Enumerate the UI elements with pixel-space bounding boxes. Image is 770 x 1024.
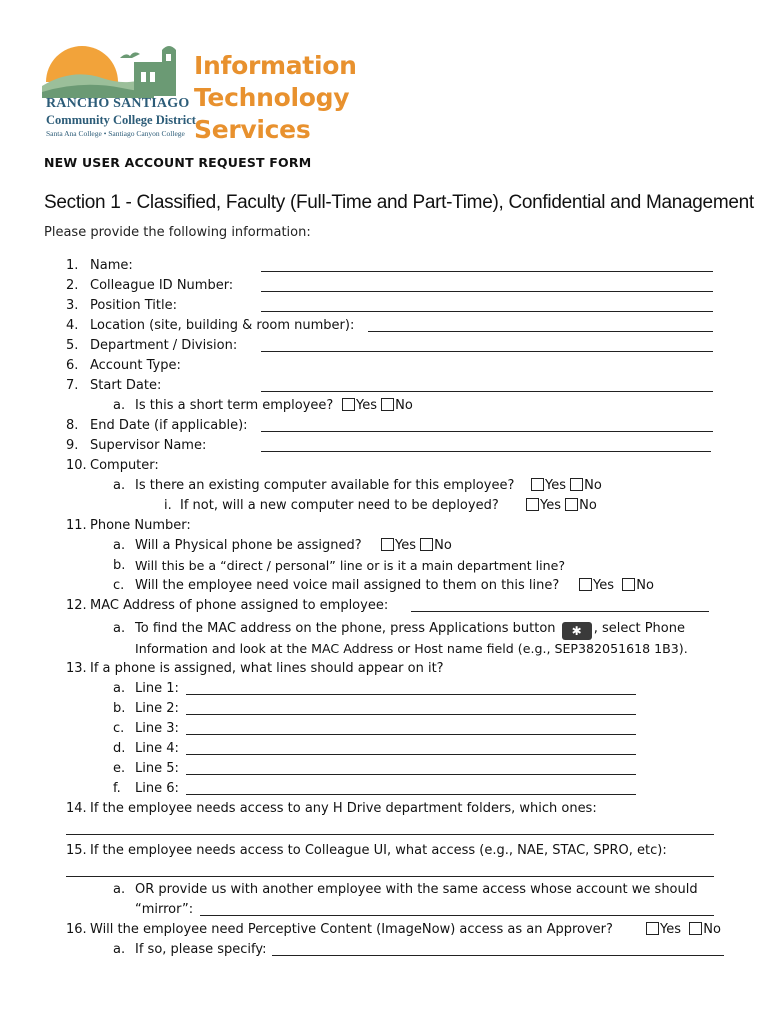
q2-label: Colleague ID Number: bbox=[90, 278, 234, 293]
q13-number: 13. bbox=[66, 661, 87, 676]
its-line-2: Technology bbox=[194, 83, 350, 112]
imagenow-yes-checkbox[interactable] bbox=[646, 922, 659, 935]
q11c-label: Will the employee need voice mail assigned to them on this line? bbox=[135, 578, 560, 593]
q9-label: Supervisor Name: bbox=[90, 438, 207, 453]
q12a-text-before: To find the MAC address on the phone, press Applications button bbox=[135, 621, 556, 636]
line-3-field[interactable] bbox=[186, 734, 636, 735]
q11b-number: b. bbox=[113, 558, 126, 573]
q15a-label: OR provide us with another employee with the same access whose account we should bbox=[135, 882, 698, 897]
colleague-id-field[interactable] bbox=[261, 291, 713, 292]
form-title: NEW USER ACCOUNT REQUEST FORM bbox=[44, 155, 312, 170]
q7a-number: a. bbox=[113, 398, 126, 413]
intro-text: Please provide the following information: bbox=[44, 225, 311, 240]
q12a-text-after: , select Phone bbox=[593, 621, 685, 636]
q7a-label: Is this a short term employee? bbox=[135, 398, 334, 413]
q11a-options bbox=[381, 536, 452, 556]
q1-label: Name: bbox=[90, 258, 133, 273]
q16a-number: a. bbox=[113, 942, 126, 957]
q12a-number: a. bbox=[113, 621, 126, 636]
voicemail-no-checkbox[interactable] bbox=[622, 578, 635, 591]
org-name: RANCHO SANTIAGO bbox=[46, 96, 190, 111]
existing-computer-yes-checkbox[interactable] bbox=[531, 478, 544, 491]
q1-number: 1. bbox=[66, 258, 79, 273]
q5-label: Department / Division: bbox=[90, 338, 238, 353]
q11-number: 11. bbox=[66, 518, 87, 533]
q12a-text bbox=[135, 619, 685, 640]
line-4-number: d. bbox=[113, 741, 126, 756]
yes-label: Yes bbox=[356, 398, 377, 413]
q3-label: Position Title: bbox=[90, 298, 177, 313]
yes-label: Yes bbox=[395, 538, 416, 553]
q2-number: 2. bbox=[66, 278, 79, 293]
q10a-label: Is there an existing computer available for this employee? bbox=[135, 478, 515, 493]
q7-label: Start Date: bbox=[90, 378, 162, 393]
q4-number: 4. bbox=[66, 318, 79, 333]
line-5-label: Line 5: bbox=[135, 761, 179, 776]
its-wordmark bbox=[194, 50, 357, 146]
q11a-number: a. bbox=[113, 538, 126, 553]
q3-number: 3. bbox=[66, 298, 79, 313]
start-date-field[interactable] bbox=[261, 391, 713, 392]
q8-number: 8. bbox=[66, 418, 79, 433]
line-3-label: Line 3: bbox=[135, 721, 179, 736]
q15a-label2: “mirror”: bbox=[135, 902, 194, 917]
q10ai-number: i. bbox=[164, 498, 172, 513]
q15-number: 15. bbox=[66, 843, 87, 858]
yes-label: Yes bbox=[660, 922, 681, 937]
q14-label: If the employee needs access to any H Drive department folders, which ones: bbox=[90, 801, 597, 816]
short-term-no-checkbox[interactable] bbox=[381, 398, 394, 411]
q15a-number: a. bbox=[113, 882, 126, 897]
yes-label: Yes bbox=[545, 478, 566, 493]
line-4-field[interactable] bbox=[186, 754, 636, 755]
q7-number: 7. bbox=[66, 378, 79, 393]
line-1-field[interactable] bbox=[186, 694, 636, 695]
mac-address-field[interactable] bbox=[411, 611, 709, 612]
no-label: No bbox=[584, 478, 602, 493]
q13-label: If a phone is assigned, what lines should appear on it? bbox=[90, 661, 444, 676]
line-6-number: f. bbox=[113, 781, 121, 796]
q5-number: 5. bbox=[66, 338, 79, 353]
its-line-1: Information bbox=[194, 51, 357, 80]
q7a-options bbox=[342, 396, 413, 416]
q11a-label: Will a Physical phone be assigned? bbox=[135, 538, 362, 553]
end-date-field[interactable] bbox=[261, 431, 713, 432]
no-label: No bbox=[579, 498, 597, 513]
q8-label: End Date (if applicable): bbox=[90, 418, 248, 433]
q6-label: Account Type: bbox=[90, 358, 181, 373]
q10ai-options bbox=[526, 496, 597, 516]
q11b-label: Will this be a “direct / personal” line or is it a main department line? bbox=[135, 558, 566, 573]
q12-number: 12. bbox=[66, 598, 87, 613]
line-2-field[interactable] bbox=[186, 714, 636, 715]
voicemail-yes-checkbox[interactable] bbox=[579, 578, 592, 591]
district-logo bbox=[42, 44, 372, 144]
name-field[interactable] bbox=[261, 271, 713, 272]
q10-label: Computer: bbox=[90, 458, 159, 473]
q10-number: 10. bbox=[66, 458, 87, 473]
q6-number: 6. bbox=[66, 358, 79, 373]
location-field[interactable] bbox=[368, 331, 713, 332]
line-1-number: a. bbox=[113, 681, 126, 696]
q11-label: Phone Number: bbox=[90, 518, 191, 533]
new-computer-yes-checkbox[interactable] bbox=[526, 498, 539, 511]
its-line-3: Services bbox=[194, 115, 311, 144]
line-2-number: b. bbox=[113, 701, 126, 716]
short-term-yes-checkbox[interactable] bbox=[342, 398, 355, 411]
q16a-label: If so, please specify: bbox=[135, 942, 267, 957]
q12a-text-line2: Information and look at the MAC Address or Host name field (e.g., SEP382051618 1B3). bbox=[135, 641, 688, 656]
line-1-label: Line 1: bbox=[135, 681, 179, 696]
physical-phone-yes-checkbox[interactable] bbox=[381, 538, 394, 551]
line-2-label: Line 2: bbox=[135, 701, 179, 716]
no-label: No bbox=[703, 922, 721, 937]
org-subtitle: Community College District bbox=[46, 113, 196, 127]
colleague-ui-field[interactable] bbox=[66, 876, 714, 877]
position-title-field[interactable] bbox=[261, 311, 713, 312]
applications-button-icon: ✱ bbox=[562, 622, 592, 640]
org-colleges: Santa Ana College • Santiago Canyon College bbox=[46, 129, 185, 138]
q14-number: 14. bbox=[66, 801, 87, 816]
imagenow-no-checkbox[interactable] bbox=[689, 922, 702, 935]
line-3-number: c. bbox=[113, 721, 125, 736]
line-6-label: Line 6: bbox=[135, 781, 179, 796]
line-6-field[interactable] bbox=[186, 794, 636, 795]
section-title: Section 1 - Classified, Faculty (Full-Time and Part-Time), Confidential and Management bbox=[44, 192, 754, 213]
q10a-number: a. bbox=[113, 478, 126, 493]
q9-number: 9. bbox=[66, 438, 79, 453]
line-5-number: e. bbox=[113, 761, 126, 776]
q12-label: MAC Address of phone assigned to employee: bbox=[90, 598, 389, 613]
q16-label: Will the employee need Perceptive Content (ImageNow) access as an Approver? bbox=[90, 922, 613, 937]
supervisor-field[interactable] bbox=[261, 451, 711, 452]
q11c-options bbox=[579, 576, 654, 596]
yes-label: Yes bbox=[540, 498, 561, 513]
no-label: No bbox=[395, 398, 413, 413]
physical-phone-no-checkbox[interactable] bbox=[420, 538, 433, 551]
department-field[interactable] bbox=[261, 351, 713, 352]
no-label: No bbox=[636, 578, 654, 593]
new-computer-no-checkbox[interactable] bbox=[565, 498, 578, 511]
q11c-number: c. bbox=[113, 578, 125, 593]
line-5-field[interactable] bbox=[186, 774, 636, 775]
line-4-label: Line 4: bbox=[135, 741, 179, 756]
imagenow-specify-field[interactable] bbox=[272, 955, 724, 956]
h-drive-field[interactable] bbox=[66, 834, 714, 835]
q16-options bbox=[646, 920, 721, 940]
existing-computer-no-checkbox[interactable] bbox=[570, 478, 583, 491]
no-label: No bbox=[434, 538, 452, 553]
q4-label: Location (site, building & room number): bbox=[90, 318, 355, 333]
yes-label: Yes bbox=[593, 578, 614, 593]
q10ai-label: If not, will a new computer need to be deployed? bbox=[180, 498, 499, 513]
q16-number: 16. bbox=[66, 922, 87, 937]
q15-label: If the employee needs access to Colleague UI, what access (e.g., NAE, STAC, SPRO, etc): bbox=[90, 843, 667, 858]
q10a-options bbox=[531, 476, 602, 496]
mirror-employee-field[interactable] bbox=[200, 915, 714, 916]
